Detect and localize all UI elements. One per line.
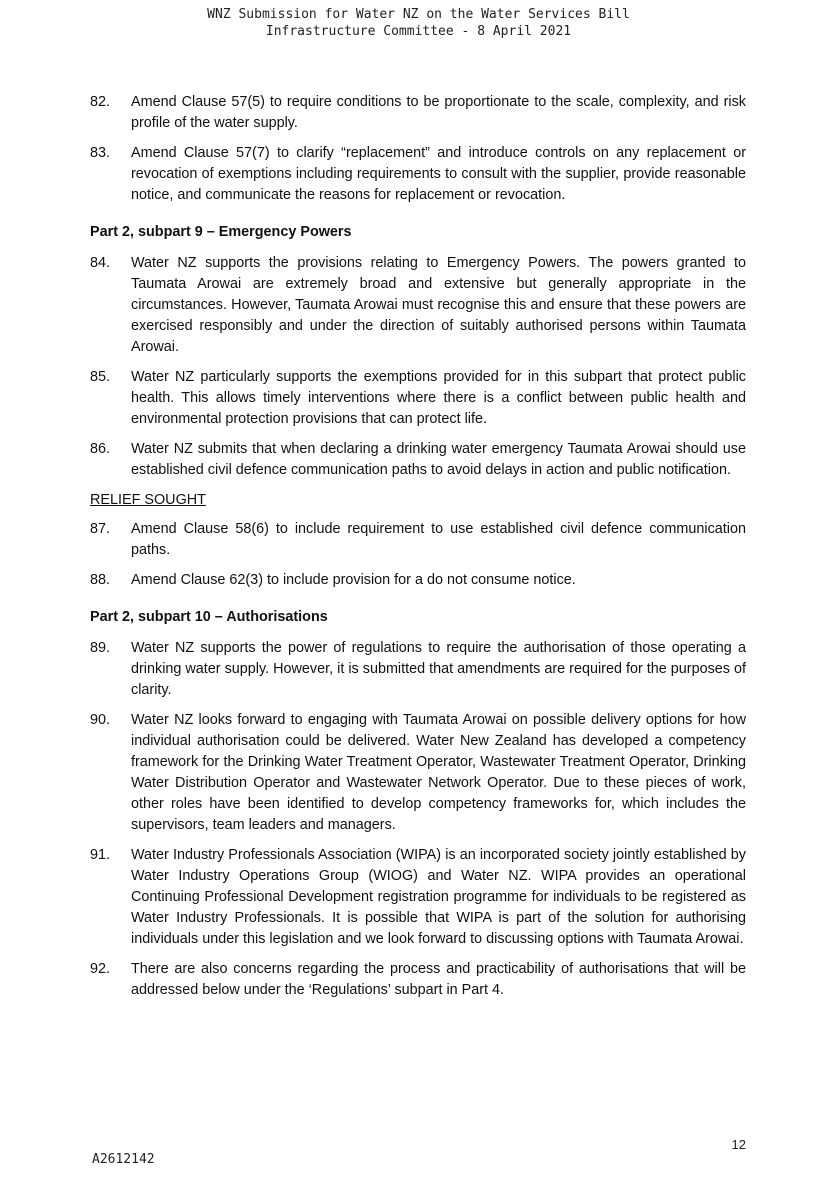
- paragraph-text: There are also concerns regarding the process and practicability of authorisations that will be addressed below under the ‘Regulations’ subpart in Part 4.: [131, 961, 746, 998]
- paragraph-text: Water NZ supports the power of regulations to require the authorisation of those operating a drinking water supply. However, it is submitted that amendments are required for the purposes of clarity.: [131, 640, 746, 698]
- page-number: 12: [731, 1137, 746, 1152]
- paragraph-number: 89.: [90, 640, 111, 656]
- paragraph-83: [90, 143, 746, 206]
- paragraph-number: 92.: [90, 961, 111, 977]
- paragraph-number: 84.: [90, 255, 111, 271]
- paragraph-number: 91.: [90, 847, 111, 863]
- header-title: WNZ Submission for Water NZ on the Water Services Bill: [207, 7, 630, 22]
- paragraph-text: Water NZ looks forward to engaging with Taumata Arowai on possible delivery options for how individual authorisation could be delivered. Water New Zealand has developed a competency framework for the Drinking Water Treatment Operator, Wastewater Treatment Operator, Drinking Water Distribution Operator and Wastewater Network Operator. Due to these pieces of work, other roles have been identified to develop competency frameworks for, which includes the supervisors, team leaders and managers.: [131, 712, 746, 833]
- document-id: A2612142: [92, 1152, 155, 1167]
- paragraph-number: 88.: [90, 572, 111, 588]
- section-heading-authorisations: Part 2, subpart 10 – Authorisations: [90, 609, 328, 625]
- paragraph-text: Water Industry Professionals Association (WIPA) is an incorporated society jointly established by Water Industry Operations Group (WIOG) and Water NZ. WIPA provides an operational Continuing Professional Development registration programme for individuals to be registered as Water Industry Professionals. It is possible that WIPA is part of the solution for authorising individuals under this legislation and we look forward to discussing options with Taumata Arowai.: [131, 847, 746, 947]
- document-body: [90, 92, 746, 1010]
- paragraph-number: 87.: [90, 521, 111, 537]
- paragraph-number: 82.: [90, 94, 111, 110]
- paragraph-text: Amend Clause 62(3) to include provision for a do not consume notice.: [131, 572, 576, 588]
- page-header: [0, 6, 837, 40]
- paragraph-84: [90, 253, 746, 358]
- paragraph-92: [90, 959, 746, 1001]
- paragraph-88: [90, 570, 746, 591]
- paragraph-82: [90, 92, 746, 134]
- paragraph-text: Water NZ particularly supports the exemptions provided for in this subpart that protect public health. This allows timely interventions where there is a conflict between public health and environmental protection provisions that can protect life.: [131, 369, 746, 427]
- paragraph-91: [90, 845, 746, 950]
- paragraph-text: Water NZ supports the provisions relating to Emergency Powers. The powers granted to Taumata Arowai are extremely broad and extensive but generally appropriate in the circumstances. However, Taumata Arowai must recognise this and ensure that these powers are exercised responsibly and under the direction of suitably authorised persons within Taumata Arowai.: [131, 255, 746, 355]
- paragraph-text: Water NZ submits that when declaring a drinking water emergency Taumata Arowai should use established civil defence communication paths to avoid delays in action and public notification.: [131, 441, 746, 478]
- paragraph-text: Amend Clause 57(5) to require conditions to be proportionate to the scale, complexity, and risk profile of the water supply.: [131, 94, 746, 131]
- paragraph-number: 90.: [90, 712, 111, 728]
- paragraph-85: [90, 367, 746, 430]
- section-heading-emergency-powers: Part 2, subpart 9 – Emergency Powers: [90, 224, 352, 240]
- paragraph-number: 85.: [90, 369, 111, 385]
- header-subtitle: Infrastructure Committee - 8 April 2021: [265, 24, 572, 39]
- paragraph-number: 83.: [90, 145, 111, 161]
- paragraph-text: Amend Clause 58(6) to include requirement to use established civil defence communication paths.: [131, 521, 746, 558]
- relief-sought-heading: RELIEF SOUGHT: [90, 492, 206, 508]
- paragraph-90: [90, 710, 746, 836]
- paragraph-89: [90, 638, 746, 701]
- paragraph-number: 86.: [90, 441, 111, 457]
- paragraph-87: [90, 519, 746, 561]
- paragraph-text: Amend Clause 57(7) to clarify “replacement” and introduce controls on any replacement or revocation of exemptions including requirements to consult with the supplier, provide reasonable notice, and communicate the reasons for replacement or revocation.: [131, 145, 746, 203]
- paragraph-86: [90, 439, 746, 481]
